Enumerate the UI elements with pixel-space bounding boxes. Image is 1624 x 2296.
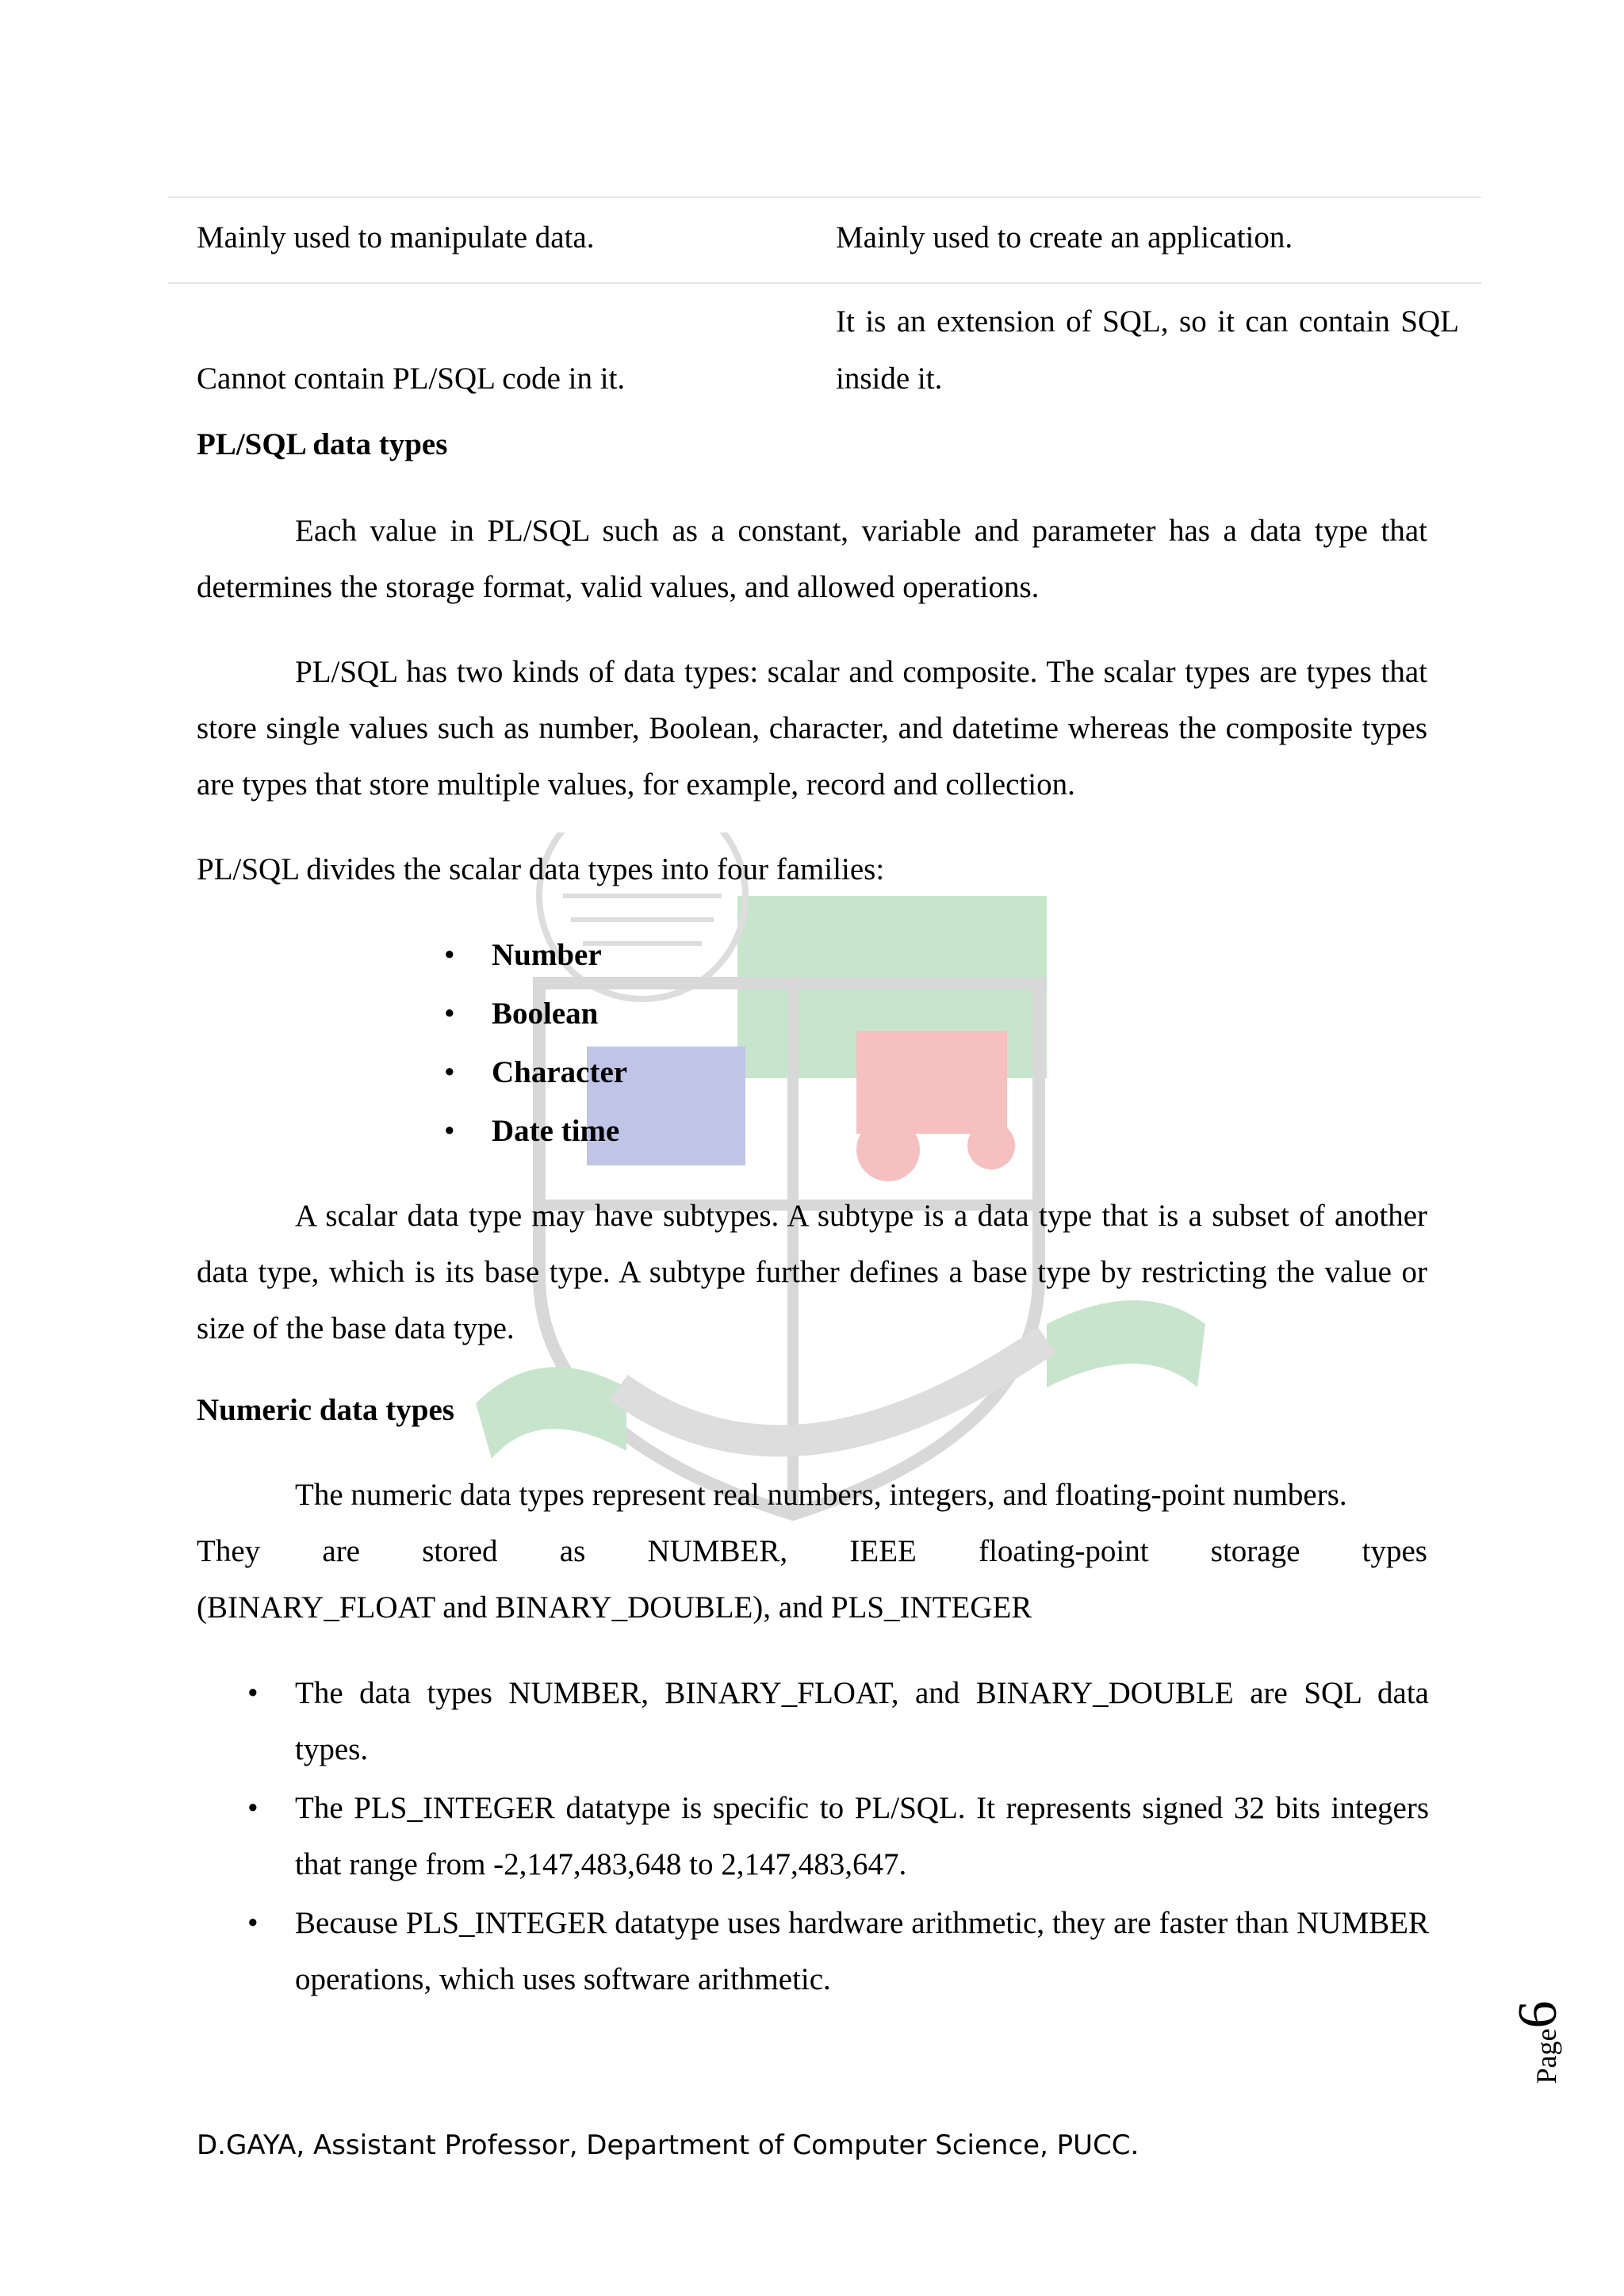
section-heading: Numeric data types xyxy=(197,1393,454,1427)
bullet-icon: • xyxy=(247,1906,259,1940)
paragraph-line: They are stored as NUMBER, IEEE floating-point storage types xyxy=(197,1534,1427,1568)
page-number xyxy=(1507,1995,1602,2090)
page-footer: D.GAYA, Assistant Professor, Department of Computer Science, PUCC. xyxy=(197,2130,1139,2161)
table-cell-sql: Mainly used to manipulate data. xyxy=(197,220,595,254)
paragraph: PL/SQL has two kinds of data types: scalar and composite. The scalar types are types that store single values such as number, Boolean, character, and datetime whereas the composite types are types that store multiple values, for example, record and collection. xyxy=(197,655,1427,802)
paragraph: PL/SQL divides the scalar data types into four families: xyxy=(197,852,885,886)
paragraph: Each value in PL/SQL such as a constant, variable and parameter has a data type that determines the storage format, valid values, and allowed operations. xyxy=(197,514,1427,604)
list-item: • The PLS_INTEGER datatype is specific to PL/SQL. It represents signed 32 bits integers that range from -2,147,483,648 to 2,147,483,647. xyxy=(247,1780,1429,1892)
list-item: • Boolean xyxy=(444,985,627,1043)
list-item: • Character xyxy=(444,1043,627,1102)
bullet-icon: • xyxy=(247,1791,259,1825)
table-cell-sql: Cannot contain PL/SQL code in it. xyxy=(197,362,626,396)
table-row xyxy=(168,197,1481,284)
bullet-icon: • xyxy=(444,997,455,1031)
table-cell-plsql: Mainly used to create an application. xyxy=(836,220,1293,254)
list-item: • Because PLS_INTEGER datatype uses hardware arithmetic, they are faster than NUMBER operations, which uses software arithmetic. xyxy=(247,1895,1429,2007)
table-cell-plsql: It is an extension of SQL, so it can contain SQL inside it. xyxy=(836,304,1459,396)
list-item: • Number xyxy=(444,926,627,985)
list-item: • Date time xyxy=(444,1102,627,1161)
numeric-notes-list xyxy=(247,1665,1429,2010)
table-row xyxy=(168,282,1481,403)
bullet-icon: • xyxy=(444,1055,455,1089)
bullet-icon: • xyxy=(444,938,455,972)
page-label: Page xyxy=(1530,2028,1562,2084)
list-item: • The data types NUMBER, BINARY_FLOAT, and BINARY_DOUBLE are SQL data types. xyxy=(247,1665,1429,1777)
bullet-icon: • xyxy=(444,1114,455,1148)
section-heading: PL/SQL data types xyxy=(197,427,448,461)
paragraph-line: The numeric data types represent real numbers, integers, and floating-point numbers. xyxy=(295,1478,1347,1512)
scalar-families-list xyxy=(444,926,627,1161)
bullet-icon: • xyxy=(247,1676,259,1710)
paragraph: A scalar data type may have subtypes. A subtype is a data type that is a subset of another data type, which is its base type. A subtype further defines a base type by restricting the value or size of the base data type. xyxy=(197,1199,1427,1345)
page-number-value: 6 xyxy=(1507,2000,1568,2029)
paragraph-line: (BINARY_FLOAT and BINARY_DOUBLE), and PLS_INTEGER xyxy=(197,1590,1032,1624)
